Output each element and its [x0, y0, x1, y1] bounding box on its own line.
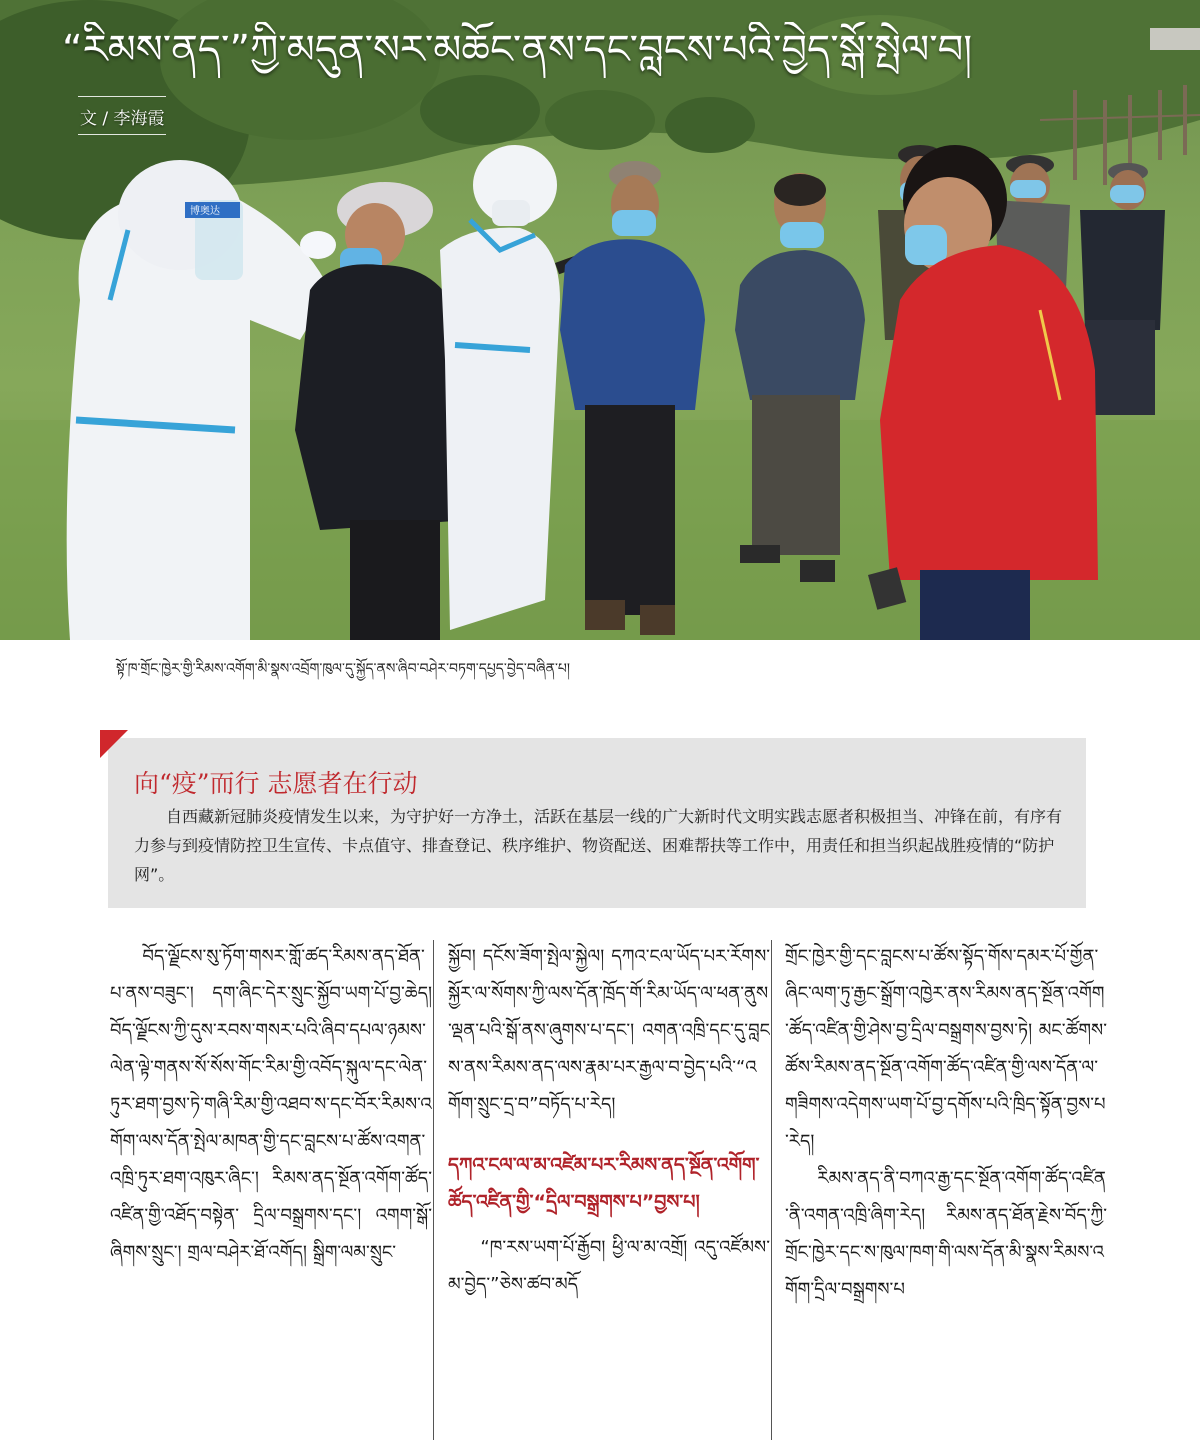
paragraph: “ཁ་རས་ཡག་པོ་རྒྱོབ། ཕྱི་ལ་མ་འགྲོ། འདུ་འཛོམས་མ་བྱེད་”ཅེས་ཚབ་མདོ: [448, 1237, 770, 1295]
shrub: [420, 75, 540, 145]
byline-rule-top: [78, 96, 166, 97]
column-divider: [771, 940, 772, 1440]
hero-photo: [0, 0, 1200, 640]
body-column-1: [110, 938, 432, 1438]
paragraph: རིམས་ནད་ནི་བཀའ་རྒྱ་དང་སྔོན་འགོག་ཚོད་འཛིན་ནི་འགན་འཁྲི་ཞིག་རེད། རིམས་ནད་ཐོན་རྗེས་བོད་ཀྱི་གྲོང་ཁྱེར་དང་ས་ཁུལ་ཁག་གི་ལས་དོན་མི་སྣས་རིམས་འགོག་དྲིལ་བསྒྲགས་པ: [785, 1168, 1107, 1300]
summary-box: [108, 738, 1086, 908]
body-column-2: [448, 938, 770, 1438]
shrub: [545, 90, 655, 150]
column-divider: [433, 940, 434, 1440]
article-title: “རིམས་ནད་”ཀྱི་མདུན་སར་མཆོང་ནས་དང་བླངས་པའི་བྱེད་སྒོ་སྤེལ་བ།: [62, 27, 973, 73]
hero-illustration: [0, 0, 1200, 640]
body-column-3: [785, 938, 1107, 1438]
byline-rule-bottom: [78, 134, 166, 135]
paragraph: གྲོང་ཁྱེར་གྱི་དང་བླངས་པ་ཚོས་སྟོད་གོས་དམར་པོ་གྱོན་ཞིང་ལག་ཏུ་རྒྱང་སྒྲོག་འཁྱེར་ནས་རིམས་ནད་སྔོན་འགོག་ཚོད་འཛིན་གྱི་ཤེས་བྱ་དྲིལ་བསྒྲགས་བྱས་ཏེ། མང་ཚོགས་ཚོས་རིམས་ནད་སྔོན་འགོག་ཚོད་འཛིན་གྱི་ལས་དོན་ལ་གཟིགས་འདེགས་ཡག་པོ་བྱ་དགོས་པའི་ཁྲིད་སྟོན་བྱས་པ་རེད།: [785, 946, 1107, 1152]
paragraph: བོད་ལྗོངས་སུ་ཏོག་གསར་གློ་ཚད་རིམས་ནད་ཐོན་པ་ནས་བཟུང་། དག་ཞིང་དེར་སྲུང་སྐྱོབ་ཡག་པོ་བྱ་ཆེད། བོད་ལྗོངས་ཀྱི་དུས་རབས་གསར་པའི་ཞིབ་དཔལ་ཉམས་ལེན་ལྟེ་གནས་སོ་སོས་གོང་རིམ་གྱི་འབོད་སྐུལ་དང་ལེན་ཏུར་ཐག་བྱས་ཏེ་གཞི་རིམ་གྱི་འཐབ་ས་དང་བོར་རིམས་འགོག་ལས་དོན་སྤེལ་མཁན་གྱི་དང་བླངས་པ་ཚོས་འགན་འཁྲི་ཏུར་ཐག་འཁུར་ཞིང་། རིམས་ནད་སྔོན་འགོག་ཚོད་འཛིན་གྱི་འཐོད་བསྟེན་ དྲིལ་བསྒྲགས་དང་། འགག་སྒོ་ཞིགས་སྲུང་། གྲལ་བཤེར་ཐོ་འགོད། སྒྲིག་ལམ་སྲུང་: [110, 946, 432, 1263]
byline: 文 / 李海霞: [80, 109, 165, 129]
paragraph: སྐྱོབ། དངོས་ཟོག་སྤེལ་སྐྱེལ། དཀའ་ངལ་ཡོད་པར་རོགས་སྐྱོར་ལ་སོགས་ཀྱི་ལས་དོན་ཁྲོད་གོ་རིམ་ཡོད་ལ་ཕན་ནུས་ལྡན་པའི་སྒོ་ནས་ཞུགས་པ་དང་། འགན་འཁྲི་དང་དུ་བླངས་ནས་རིམས་ནད་ལས་རྣམ་པར་རྒྱལ་བ་བྱེད་པའི་“འགོག་སྲུང་དྲ་བ”བཏོད་པ་རེད།: [448, 946, 770, 1115]
ppe-brand-tag: 博奥达: [190, 206, 220, 217]
shrub: [665, 97, 755, 153]
summary-corner-marker: [100, 730, 128, 758]
summary-title: 向“疫”而行 志愿者在行动: [134, 769, 418, 798]
photo-caption: སྟོ་ཁ་གྲོང་ཁྱེར་གྱི་རིམས་འགོག་མི་སྣས་འབྲོག་ཁུལ་དུ་སྐྱོད་ནས་ཞིབ་བཤེར་བཏག་དཔྱད་བྱེད་བཞིན་པ།: [116, 661, 571, 677]
summary-body: 自西藏新冠肺炎疫情发生以来，为守护好一方净土，活跃在基层一线的广大新时代文明实践志愿者积极担当、冲锋在前，有序有力参与到疫情防控卫生宣传、卡点值守、排查登记、秩序维护、物资配送、困难帮扶等工作中，用责任和担当织起战胜疫情的“防护网”。: [134, 807, 1063, 884]
section-heading: དཀའ་ངལ་ལ་མ་འཛེམ་པར་རིམས་ནད་སྔོན་འགོག་ཚོད་འཛིན་གྱི་“དྲིལ་བསྒྲགས་པ”བྱས་པ།: [448, 1154, 760, 1213]
